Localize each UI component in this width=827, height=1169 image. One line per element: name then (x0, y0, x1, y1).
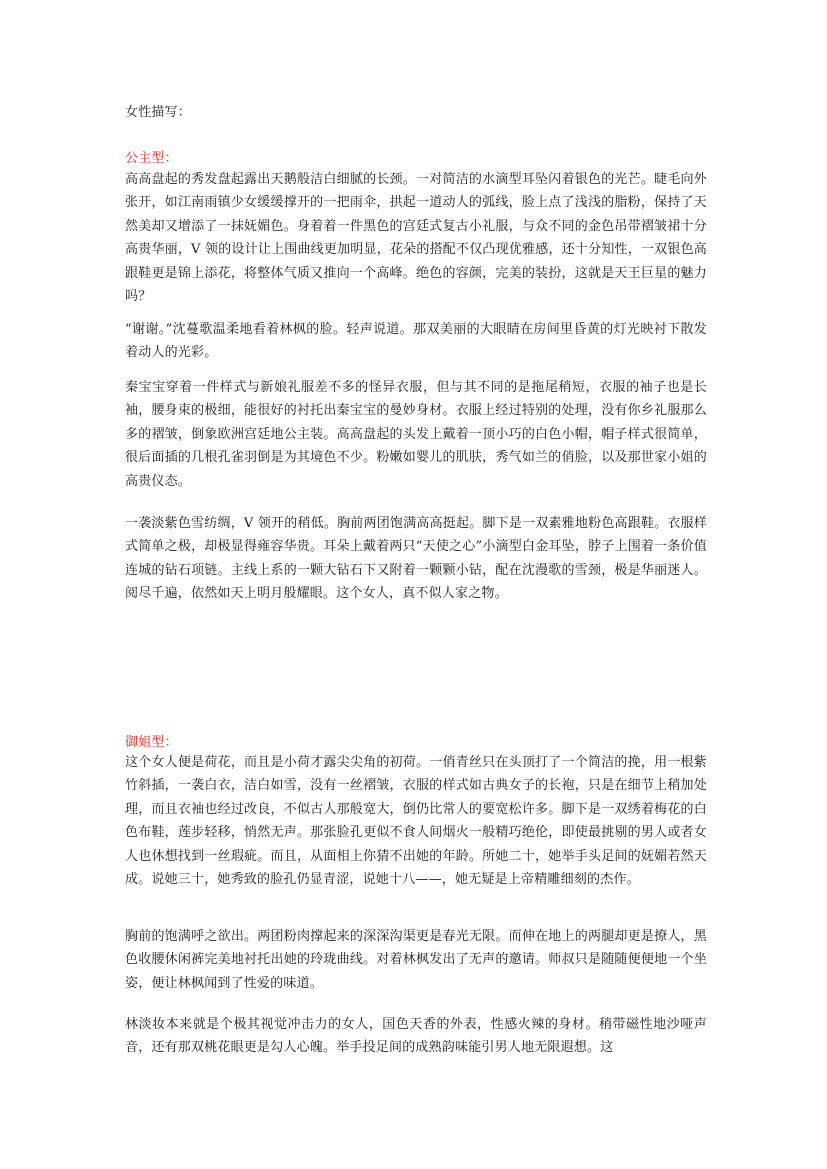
paragraph: 这个女人便是荷花，而且是小荷才露尖尖角的初荷。一俏青丝只在头顶打了一个简洁的挽，用一根紫竹斜插，一袭白衣，洁白如雪，没有一丝褶皱，衣服的样式如古典女子的长袍，只是在细节上稍加处理，而且衣袖也经过改良，不似古人那般宽大，倒仍比常人的要宽松许多。脚下是一双绣着梅花的白色布鞋，莲步轻移，悄然无声。那张脸孔更似不食人间烟火一般精巧绝伦，即使最挑剔的男人或者女人也休想找到一丝瑕疵。而且，从面相上你猜不出她的年龄。所她二十，她举手头足间的妩媚若然天成。说她三十，她秀致的脸孔仍显青涩，说她十八——，她无疑是上帝精雕细刻的杰作。 (125, 755, 707, 888)
document-title: 女性描写： (125, 105, 192, 120)
paragraph: 胸前的饱满呼之欲出。两团粉肉撑起来的深深沟渠更是春光无限。而伸在地上的两腿却更是撩人，黑色收腰休闲裤完美地衬托出她的玲珑曲线。对着林枫发出了无声的邀请。师叔只是随随便便地一个坐姿，便让林枫闻到了性爱的味道。 (125, 929, 707, 991)
paragraph: 高高盘起的秀发盘起露出天鹅般洁白细腻的长颈。一对简洁的水滴型耳坠闪着银色的光芒。睫毛向外张开，如江南雨镇少女缓缓撑开的一把雨伞，拱起一道动人的弧线，脸上点了浅浅的脂粉，保持了天然美却又增添了一抹妩媚色。身着着一件黑色的宫廷式复古小礼服，与众不同的金色吊带褶皱裙十分高贵华丽，V 领的设计让上围曲线更加明显，花朵的搭配不仅凸现优雅感，还十分知性，一双银色高跟鞋更是锦上添花，将整体气质又推向一个高峰。绝色的容颜，完美的装扮，这就是天王巨星的魅力吗？ (125, 172, 707, 305)
section-heading-princess: 公主型： (125, 151, 178, 166)
section-heading-mature: 御姐型： (125, 735, 178, 750)
paragraph: “谢谢。”沈蔓歌温柔地看着林枫的脸。轻声说道。那双美丽的大眼睛在房间里昏黄的灯光映衬下散发着动人的光彩。 (125, 322, 707, 361)
paragraph: 秦宝宝穿着一件样式与新娘礼服差不多的怪异衣服，但与其不同的是拖尾稍短，衣服的袖子也是长袖，腰身束的极细，能很好的衬托出秦宝宝的曼妙身材。衣服上经过特别的处理，没有你乡礼服那么多的褶皱，倒象欧洲宫廷地公主装。高高盘起的头发上戴着一顶小巧的白色小帽，帽子样式很简单，很后面插的几根孔雀羽倒是为其境色不少。粉嫩如婴儿的肌肤，秀气如兰的俏脸，以及那世家小姐的高贵仪态。 (125, 380, 707, 489)
paragraph: 一袭淡紫色雪纺绸，V 领开的稍低。胸前两团饱满高高挺起。脚下是一双素雅地粉色高跟鞋。衣服样式简单之极，却极显得雍容华贵。耳朵上戴着两只“天使之心”小滴型白金耳坠，脖子上围着一条价值连城的钻石项链。主线上系的一颗大钻石下又附着一颗颗小钻，配在沈漫歌的雪颈，极是华丽迷人。阅尽千遍，依然如天上明月般耀眼。这个女人，真不似人家之物。 (125, 516, 707, 602)
paragraph: 林淡妆本来就是个极其视觉冲击力的女人，国色天香的外表，性感火辣的身材。稍带磁性地沙哑声音，还有那双桃花眼更是勾人心魄。举手投足间的成熟韵味能引男人地无限遐想。这 (125, 1017, 707, 1056)
